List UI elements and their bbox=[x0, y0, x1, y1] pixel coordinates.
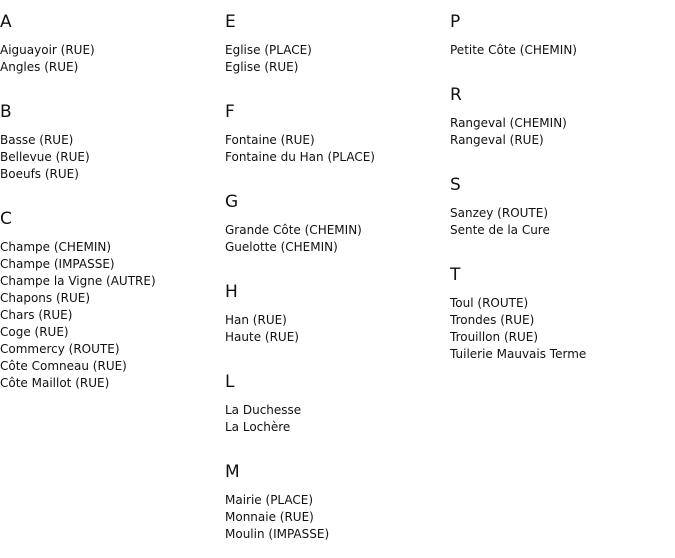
street-list bbox=[0, 132, 225, 183]
street-name[interactable]: Mairie (PLACE) bbox=[225, 493, 314, 507]
letter-heading: F bbox=[225, 102, 235, 122]
letter-group bbox=[450, 85, 675, 163]
street-name[interactable]: Sanzey (ROUTE) bbox=[450, 206, 549, 220]
street-list bbox=[225, 312, 450, 346]
street-name[interactable]: Côte Comneau (RUE) bbox=[0, 359, 127, 373]
group-spacer bbox=[225, 346, 450, 360]
street-list bbox=[225, 492, 450, 543]
street-name[interactable]: Boeufs (RUE) bbox=[0, 167, 79, 181]
street-name[interactable]: Moulin (IMPASSE) bbox=[225, 527, 330, 541]
street-name[interactable]: Commercy (ROUTE) bbox=[0, 342, 120, 356]
street-name[interactable]: Angles (RUE) bbox=[0, 60, 79, 74]
letter-group bbox=[225, 12, 450, 90]
street-name[interactable]: Eglise (RUE) bbox=[225, 60, 299, 74]
street-name[interactable]: La Duchesse bbox=[225, 403, 302, 417]
street-name[interactable]: Eglise (PLACE) bbox=[225, 43, 312, 57]
letter-group bbox=[225, 192, 450, 270]
street-list bbox=[225, 222, 450, 256]
letter-group bbox=[0, 12, 225, 90]
letter-heading: B bbox=[0, 102, 12, 122]
street-list bbox=[0, 42, 225, 76]
street-name[interactable]: Trondes (RUE) bbox=[450, 313, 535, 327]
street-list bbox=[225, 402, 450, 436]
street-name[interactable]: Côte Maillot (RUE) bbox=[0, 376, 110, 390]
letter-group bbox=[225, 372, 450, 450]
street-name[interactable]: Guelotte (CHEMIN) bbox=[225, 240, 338, 254]
street-name[interactable]: Petite Côte (CHEMIN) bbox=[450, 43, 577, 57]
letter-heading: T bbox=[450, 265, 461, 285]
group-spacer bbox=[225, 436, 450, 450]
letter-heading: R bbox=[450, 85, 462, 105]
street-list bbox=[0, 239, 225, 392]
street-name[interactable]: Fontaine du Han (PLACE) bbox=[225, 150, 375, 164]
street-name[interactable]: Trouillon (RUE) bbox=[450, 330, 539, 344]
group-spacer bbox=[450, 59, 675, 73]
street-name[interactable]: Sente de la Cure bbox=[450, 223, 550, 237]
letter-group bbox=[0, 209, 225, 406]
street-index-column-3 bbox=[450, 0, 675, 377]
street-name[interactable]: Champe (CHEMIN) bbox=[0, 240, 112, 254]
street-name[interactable]: La Lochère bbox=[225, 420, 291, 434]
group-spacer bbox=[225, 256, 450, 270]
street-list bbox=[450, 42, 675, 59]
letter-heading: P bbox=[450, 12, 461, 32]
street-name[interactable]: Aiguayoir (RUE) bbox=[0, 43, 95, 57]
street-name[interactable]: Toul (ROUTE) bbox=[450, 296, 529, 310]
street-name[interactable]: Haute (RUE) bbox=[225, 330, 299, 344]
street-name[interactable]: Rangeval (RUE) bbox=[450, 133, 544, 147]
letter-heading: G bbox=[225, 192, 239, 212]
letter-group bbox=[0, 102, 225, 197]
letter-heading: C bbox=[0, 209, 12, 229]
letter-group bbox=[225, 462, 450, 557]
letter-heading: A bbox=[0, 12, 12, 32]
street-name[interactable]: Coge (RUE) bbox=[0, 325, 69, 339]
street-name[interactable]: Monnaie (RUE) bbox=[225, 510, 314, 524]
street-name[interactable]: Chars (RUE) bbox=[0, 308, 73, 322]
street-list bbox=[225, 132, 450, 166]
group-spacer bbox=[225, 76, 450, 90]
street-name[interactable]: Han (RUE) bbox=[225, 313, 287, 327]
letter-heading: M bbox=[225, 462, 240, 482]
letter-group bbox=[225, 102, 450, 180]
group-spacer bbox=[450, 363, 675, 377]
street-list bbox=[225, 42, 450, 76]
street-name[interactable]: Basse (RUE) bbox=[0, 133, 74, 147]
street-name[interactable]: Bellevue (RUE) bbox=[0, 150, 90, 164]
group-spacer bbox=[0, 392, 225, 406]
group-spacer bbox=[225, 166, 450, 180]
street-name[interactable]: Tuilerie Mauvais Terme bbox=[450, 347, 587, 361]
letter-heading: S bbox=[450, 175, 461, 195]
street-name[interactable]: Chapons (RUE) bbox=[0, 291, 91, 305]
letter-heading: L bbox=[225, 372, 235, 392]
street-list bbox=[450, 205, 675, 239]
group-spacer bbox=[225, 543, 450, 557]
street-index-column-2 bbox=[225, 0, 450, 557]
group-spacer bbox=[0, 76, 225, 90]
street-name[interactable]: Champe la Vigne (AUTRE) bbox=[0, 274, 156, 288]
letter-group bbox=[450, 175, 675, 253]
letter-group bbox=[225, 282, 450, 360]
group-spacer bbox=[450, 239, 675, 253]
street-name[interactable]: Grande Côte (CHEMIN) bbox=[225, 223, 362, 237]
letter-group bbox=[450, 265, 675, 377]
group-spacer bbox=[0, 183, 225, 197]
letter-group bbox=[450, 12, 675, 73]
street-name[interactable]: Rangeval (CHEMIN) bbox=[450, 116, 567, 130]
letter-heading: E bbox=[225, 12, 236, 32]
street-list bbox=[450, 295, 675, 363]
street-index-column-1 bbox=[0, 0, 225, 406]
group-spacer bbox=[450, 149, 675, 163]
street-name[interactable]: Champe (IMPASSE) bbox=[0, 257, 115, 271]
street-list bbox=[450, 115, 675, 149]
street-name[interactable]: Fontaine (RUE) bbox=[225, 133, 315, 147]
letter-heading: H bbox=[225, 282, 238, 302]
